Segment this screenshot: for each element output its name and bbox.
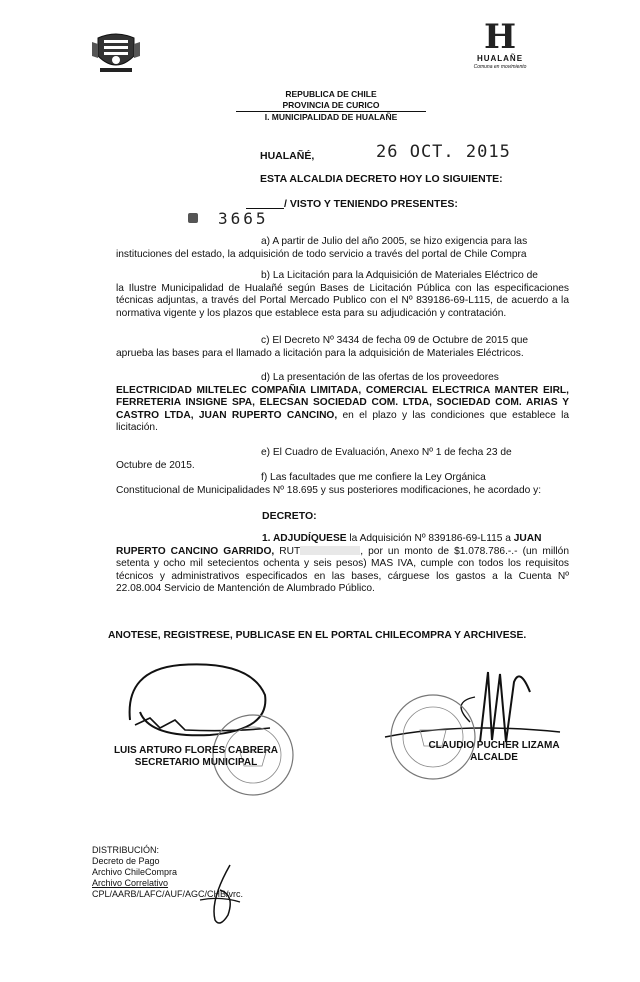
right-signer-title: ALCALDE (470, 752, 518, 763)
paragraph-c (116, 335, 569, 360)
paragraph-e-first: e) El Cuadro de Evaluación, Anexo Nº 1 de fecha 23 de (261, 447, 512, 458)
distribution-title: DISTRIBUCIÓN: (92, 845, 160, 855)
resolution-amount-text: , por un monto de $1.078.786.-.- (un millón setenta y ocho mil setecientos ochenta y seis pesos) MAS IVA, cumple con todos los requisitos técnicos y administrativos especificados en las bases, cárguese los gastos a la Cuenta Nº 22.08.004 Servicio de Mantención de Alumbrado Público. (116, 545, 569, 594)
stamp-icon (188, 213, 198, 223)
closing-statement: ANOTESE, REGISTRESE, PUBLICASE EN EL PORTAL CHILECOMPRA Y ARCHIVESE. (108, 630, 527, 641)
resolution-first-text: la Adquisición Nº 839186-69-L115 a (346, 533, 514, 544)
place-label: HUALAÑÉ, (260, 150, 315, 162)
logo-name: HUALAÑE (476, 54, 524, 63)
paragraph-f-first: f) Las facultades que me confiere la Ley Orgánica (261, 472, 486, 483)
awardee-first-name: JUAN (513, 533, 542, 544)
decree-number: 3665 (218, 209, 269, 228)
paragraph-f-rest: Constitucional de Municipalidades Nº 18.695 y sus posteriores modificaciones, he acordado y: (116, 484, 542, 496)
left-signer-title: SECRETARIO MUNICIPAL (134, 757, 258, 768)
visto-heading: / VISTO Y TENIENDO PRESENTES: (284, 198, 458, 210)
paragraph-b-first: b) La Licitación para la Adquisición de Materiales Eléctrico de (261, 270, 538, 281)
paragraph-d-tail: en el plazo y las condiciones que establece la licitación. (116, 409, 569, 433)
decree-number-stamp (188, 209, 284, 229)
paragraph-a-first: a) A partir de Julio del año 2005, se hizo exigencia para las (261, 236, 528, 247)
paragraph-f (116, 472, 569, 497)
paragraph-b (116, 270, 569, 320)
logo-letter: H (483, 17, 517, 57)
distribution-item: Archivo ChileCompra (92, 867, 178, 877)
right-signer-name: CLAUDIO PUCHER LIZAMA (428, 740, 560, 751)
distribution-item: CPL/AARB/LAFC/AUF/AGC/CHB/vrc. (92, 889, 244, 899)
date-stamp: 26 OCT. 2015 (376, 142, 511, 162)
bidders-list: ELECTRICIDAD MILTELEC COMPAÑIA LIMITADA, COMERCIAL ELECTRICA MANTER EIRL, FERRETERIA INSIGNE SPA, ELECSAN SOCIEDAD COM. LTDA, SOCIEDAD COM. ARIAS Y CASTRO LTDA, JUAN RUPERTO CANCINO, (116, 384, 569, 421)
header-line-3: I. MUNICIPALIDAD DE HUALAÑE (236, 111, 426, 123)
left-signer-name: LUIS ARTURO FLORES CABRERA (113, 745, 279, 756)
paragraph-d-first: d) La presentación de las ofertas de los proveedores (261, 372, 499, 383)
adjudiquese-label: 1. ADJUDÍQUESE (262, 533, 347, 544)
paragraph-a-rest: instituciones del estado, la adquisición de todo servicio a través del portal de Chile Compra (116, 248, 527, 260)
header-line-2: PROVINCIA DE CURICO (282, 100, 380, 110)
distribution-item: Decreto de Pago (92, 856, 160, 866)
logo-tagline: Comuna en movimiento (473, 64, 527, 70)
rut-redacted (300, 546, 360, 555)
paragraph-d-body (116, 385, 569, 435)
header-line-1: REPUBLICA DE CHILE (285, 89, 377, 99)
left-signature-block (106, 745, 286, 769)
paragraph-c-first: c) El Decreto Nº 3434 de fecha 09 de Octubre de 2015 que (261, 335, 529, 346)
rut-label: RUT (274, 545, 301, 557)
paragraph-b-rest: la Ilustre Municipalidad de Hualañé según Bases de Licitación Pública con las especificaciones técnicas adjuntas, a través del Portal Mercado Publico con el Nº 839186-69-L115, de acuerdo a la normativa vigente y los plazos que establece esta para su adjudicación y contratación. (116, 282, 569, 319)
right-official-stamp (388, 692, 478, 782)
intro-heading: ESTA ALCALDIA DECRETO HOY LO SIGUIENTE: (260, 173, 503, 185)
awardee-name: RUPERTO CANCINO GARRIDO, (116, 545, 275, 557)
coat-of-arms-emblem (90, 30, 142, 76)
decreto-heading: DECRETO: (262, 510, 317, 522)
right-signature-block (414, 740, 574, 764)
paragraph-e (116, 447, 569, 472)
paragraph-c-rest: aprueba las bases para el llamado a licitación para la adquisición de Materiales Eléctricos. (116, 347, 524, 359)
resolution-first-line (116, 533, 569, 546)
decree-number-underline (246, 208, 284, 209)
initials-scribble (190, 860, 250, 930)
hualane-logo (470, 17, 530, 74)
distribution-item: Archivo Correlativo (92, 878, 169, 888)
resolution-paragraph (116, 533, 569, 596)
resolution-body (116, 546, 569, 596)
paragraph-e-rest: Octubre de 2015. (116, 459, 195, 471)
paragraph-a (116, 236, 569, 261)
document-header (236, 89, 426, 123)
paragraph-d (116, 372, 569, 435)
